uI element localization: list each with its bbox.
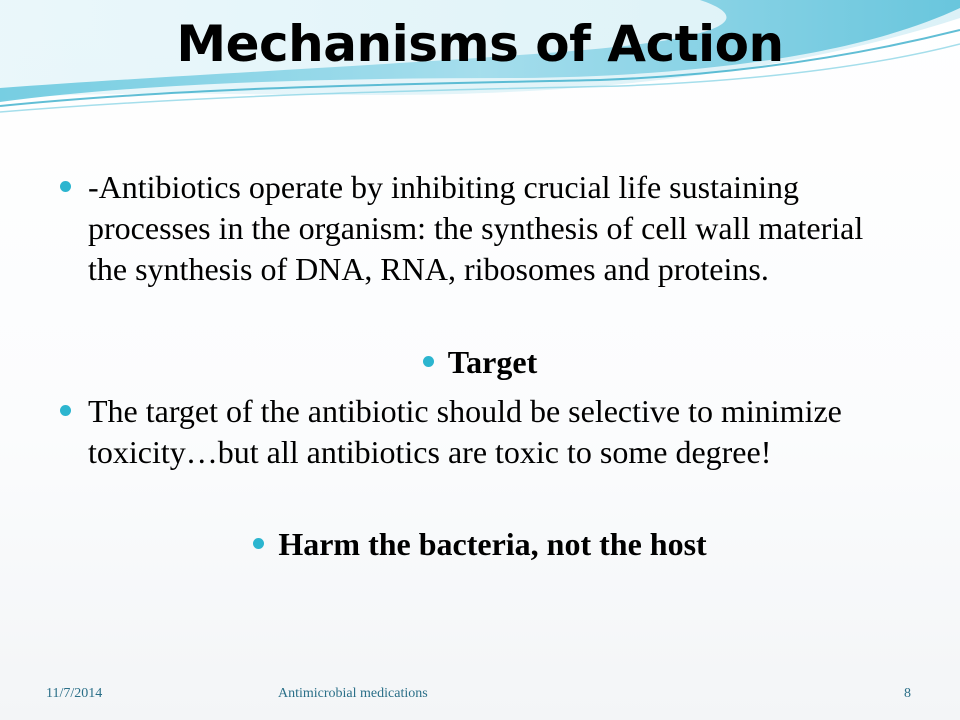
slide-title: Mechanisms of Action [176,15,784,73]
footer-date: 11/7/2014 [46,686,103,701]
bullet-dot-4 [253,538,264,549]
bullet-line-target [0,342,960,382]
footer-page-number: 8 [904,686,911,701]
bullet-text-target-selective: The target of the antibiotic should be selective to minimize toxicity…but all antibiotics are toxic to some degree! [88,393,842,470]
bullet-dot-3 [60,405,71,416]
bullet-text-harm-bacteria: Harm the bacteria, not the host [278,526,707,562]
bullet-dot-2 [423,356,434,367]
bullet-text-target: Target [447,344,538,380]
bullet-line-harm [0,524,960,564]
footer-title: Antimicrobial medications [278,686,428,701]
bullet-text-antibiotics-operate: -Antibiotics operate by inhibiting crucial life sustaining processes in the organism: the synthesis of cell wall material the synthesis of DNA, RNA, ribosomes and proteins. [88,169,864,287]
bullet-dot-1 [60,181,71,192]
